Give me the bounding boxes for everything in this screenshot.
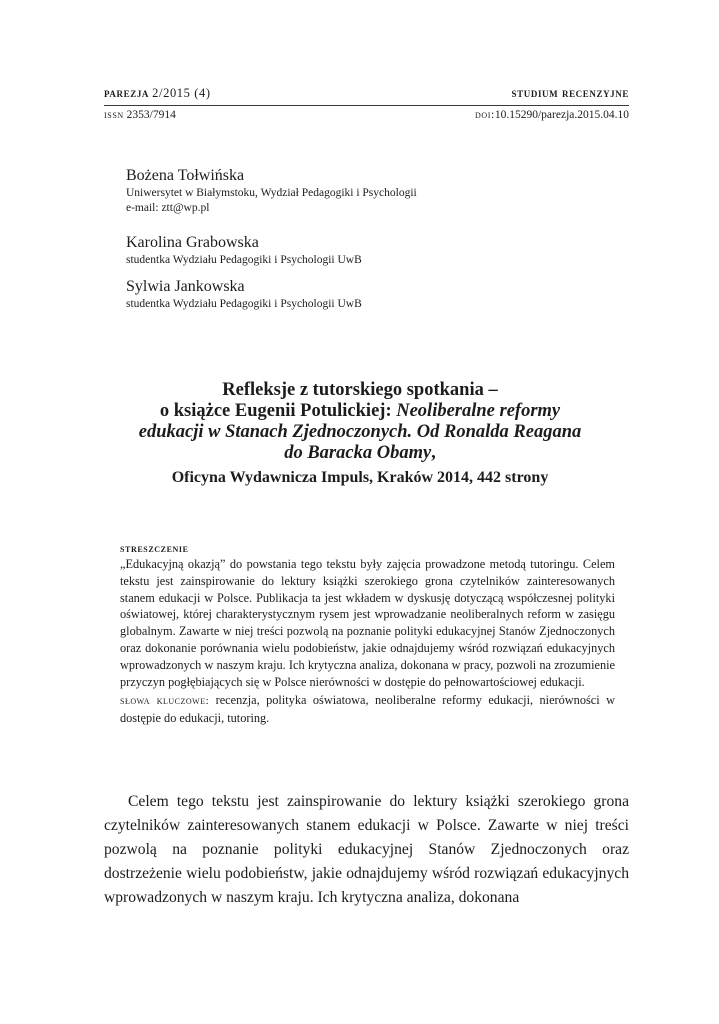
author-block <box>126 233 362 268</box>
header-divider <box>104 105 629 106</box>
section-name: studium recenzyjne <box>511 86 629 100</box>
title-line <box>80 401 640 422</box>
journal-info <box>104 86 211 101</box>
keywords-text: recenzja, polityka oświatowa, neoliberalne reformy edukacji, nierówności w dostępie do edukacji, tutoring. <box>120 693 615 726</box>
author-name: Bożena Tołwińska <box>126 167 245 184</box>
title-line <box>80 422 640 443</box>
title-line <box>80 443 640 464</box>
running-header <box>104 86 629 101</box>
keywords <box>120 692 615 727</box>
author-affiliation: Uniwersytet w Białymstoku, Wydział Pedagogiki i Psychologii <box>126 187 417 199</box>
abstract <box>120 541 615 727</box>
doi <box>475 109 629 121</box>
body-paragraph: Celem tego tekstu jest zainspirowanie do lektury książki szerokiego grona czytelników zainteresowanych stanem edukacji w Polsce. Zawarte w niej treści pozwolą na poznanie polityki edukacyjnej Stanów Zjednoczonych oraz dostrzeżenie wielu podobieństw, jakie odnajdujemy wśród rozwiązań edukacyjnych wprowadzonych w naszym kraju. Ich krytyczna analiza, dokonana <box>104 793 629 906</box>
doi-label: doi: <box>475 109 495 121</box>
publisher-line: Oficyna Wydawnicza Impuls, Kraków 2014, 442 strony <box>171 469 549 486</box>
article-title <box>80 380 640 489</box>
main-text <box>104 790 629 910</box>
keywords-label: słowa kluczowe: <box>120 695 210 708</box>
journal-name: parezja <box>104 86 150 100</box>
issn <box>104 109 176 121</box>
book-title: Neoliberalne reformy <box>396 401 561 421</box>
author-affiliation: studentka Wydziału Pedagogiki i Psychologii UwB <box>126 298 362 310</box>
identifier-line <box>104 109 629 121</box>
doi-value: 10.15290/parezja.2015.04.10 <box>494 109 629 121</box>
abstract-text: „Edukacyjną okazją” do powstania tego tekstu były zajęcia prowadzone metodą tutoringu. Celem tekstu jest zainspirowanie do lektury książki szerokiego grona czytelników zainteresowanych stanem edukacji w Polsce. Publikacja ta jest wkładem w dyskusję dotyczącą współczesnej polityki oświatowej, której charakterystycznym rysem jest wprowadzanie neoliberalnych reform w zasięgu globalnym. Zawarte w niej treści pozwolą na poznanie polityki edukacyjnej Stanów Zjednoczonych oraz dokonanie porównania wielu podobieństw, jakie odnajdujemy wśród rozwiązań edukacyjnych wprowadzonych w naszym kraju. Ich krytyczna analiza, dokonana w pracy, pozwoli na zrozumienie przyczyn pogłębiających się w Polsce nierówności w dostępie do pełnowartościowej edukacji. <box>120 557 615 689</box>
book-title: edukacji w Stanach Zjednoczonych. Od Ronalda Reagana <box>138 422 582 442</box>
abstract-heading: streszczenie <box>120 541 189 555</box>
issn-value: 2353/7914 <box>126 109 176 121</box>
author-email: e-mail: ztt@wp.pl <box>126 202 210 214</box>
author-affiliation: studentka Wydziału Pedagogiki i Psychologii UwB <box>126 254 362 266</box>
author-name: Karolina Grabowska <box>126 234 259 251</box>
title-text: o książce Eugenii Potulickiej: <box>159 401 397 421</box>
journal-issue: 2/2015 (4) <box>152 86 211 100</box>
issn-label: issn <box>104 109 124 121</box>
author-block <box>126 277 362 312</box>
book-title: do Baracka Obamy <box>284 443 432 463</box>
author-block <box>126 166 417 216</box>
author-name: Sylwia Jankowska <box>126 278 245 295</box>
title-text: , <box>431 443 436 463</box>
title-line: Refleksje z tutorskiego spotkania – <box>222 380 498 400</box>
